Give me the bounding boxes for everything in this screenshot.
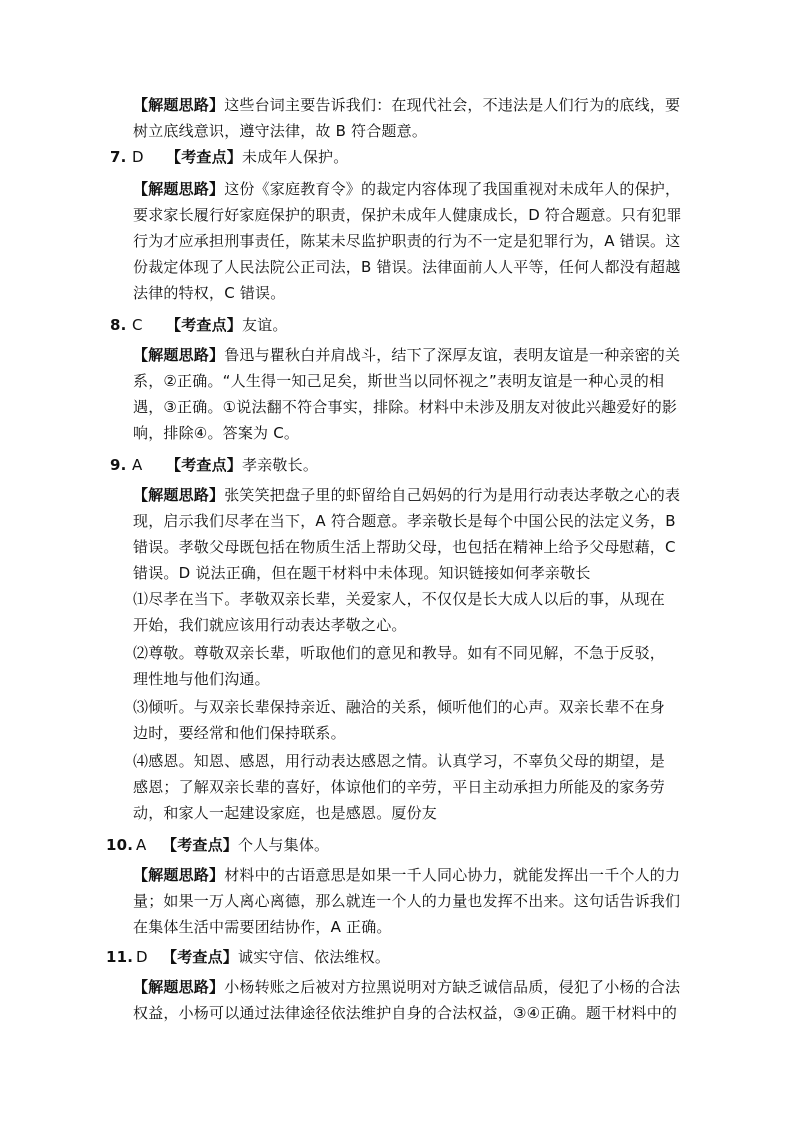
q7-point: 未成年人保护。 (242, 148, 349, 166)
q10-header (106, 832, 329, 858)
q9-point-1-line-2: 开始，我们就应该用行动表达孝敬之心。 (133, 616, 407, 634)
q7-thought-line-4: 份裁定体现了人民法院公正司法，B 错误。法律面前人人平等，任何人都没有超越 (133, 258, 681, 276)
q8-point: 友谊。 (242, 316, 288, 334)
q11-thought-line-1 (133, 974, 680, 1000)
q9-point-2-line-2: 理性地与他们沟通。 (133, 670, 270, 688)
q9-thought-line-2: 现，启示我们尽孝在当下，A 符合题意。孝亲敬长是每个中国公民的法定义务，B (133, 512, 676, 530)
q9-text: 张笑笑把盘子里的虾留给自己妈妈的行为是用行动表达孝敬之心的表 (224, 486, 681, 504)
q9-header (110, 452, 318, 478)
q9-point-4-line-1: ⑷感恩。知恩、感恩，用行动表达感恩之情。认真学习，不辜负父母的期望，是 (133, 752, 666, 770)
point-label: 【考查点】 (162, 836, 239, 854)
q8-number: 8. (110, 316, 127, 334)
q10-thought-line-2: 量；如果一万人离心离德，那么就连一个人的力量也发挥不出来。这句话告诉我们 (133, 892, 681, 910)
q7-thought-line-3: 行为才应承担刑事责任，陈某未尽监护职责的行为不一定是犯罪行为，A 错误。这 (133, 232, 681, 250)
q7-answer: D (132, 148, 144, 166)
q9-point: 孝亲敬长。 (242, 456, 319, 474)
q8-text: 鲁迅与瞿秋白并肩战斗，结下了深厚友谊，表明友谊是一种亲密的关 (224, 346, 681, 364)
thought-label: 【解题思路】 (133, 866, 225, 884)
q9-thought-line-4: 错误。D 说法正确，但在题干材料中未体现。知识链接如何孝亲敬长 (133, 564, 591, 582)
q7-text: 这份《家庭教育令》的裁定内容体现了我国重视对未成年人的保护， (224, 180, 681, 198)
point-label: 【考查点】 (166, 148, 243, 166)
q6-thought-line-1 (133, 92, 680, 118)
q10-point: 个人与集体。 (238, 836, 330, 854)
q8-thought-line-2: 系，②正确。“人生得一知己足矣，斯世当以同怀视之”表明友谊是一种心灵的相 (133, 372, 665, 390)
q8-answer: C (132, 316, 143, 334)
q9-point-1-line-1: ⑴尽孝在当下。孝敬双亲长辈，关爱家人，不仅仅是长大成人以后的事，从现在 (133, 590, 666, 608)
point-label: 【考查点】 (166, 316, 243, 334)
q11-point: 诚实守信、依法维权。 (238, 948, 391, 966)
q7-thought-line-5: 法律的特权，C 错误。 (133, 284, 286, 302)
q7-number: 7. (110, 148, 127, 166)
q7-thought-line-1 (133, 176, 680, 202)
q6-text: 这些台词主要告诉我们：在现代社会，不违法是人们行为的底线，要 (224, 96, 681, 114)
point-label: 【考查点】 (166, 456, 243, 474)
q11-text: 小杨转账之后被对方拉黑说明对方缺乏诚信品质，侵犯了小杨的合法 (224, 978, 681, 996)
q9-point-4-line-3: 动，和家人一起建设家庭，也是感恩。厦份友 (133, 804, 438, 822)
q10-answer: A (136, 836, 147, 854)
q10-text: 材料中的古语意思是如果一千人同心协力，就能发挥出一千个人的力 (224, 866, 681, 884)
q9-point-2-line-1: ⑵尊敬。尊敬双亲长辈，听取他们的意见和教导。如有不同见解，不急于反驳， (133, 644, 666, 662)
q8-thought-line-4: 响，排除④。答案为 C。 (133, 424, 300, 442)
q9-point-4-line-2: 感恩；了解双亲长辈的喜好，体谅他们的辛劳，平日主动承担力所能及的家务劳 (133, 778, 666, 796)
q11-number: 11. (106, 948, 134, 966)
q11-header (106, 944, 390, 970)
thought-label: 【解题思路】 (133, 486, 225, 504)
q10-thought-line-1 (133, 862, 680, 888)
q11-answer: D (136, 948, 148, 966)
q9-answer: A (132, 456, 143, 474)
thought-label: 【解题思路】 (133, 96, 225, 114)
thought-label: 【解题思路】 (133, 180, 225, 198)
point-label: 【考查点】 (162, 948, 239, 966)
q9-point-3-line-2: 边时，要经常和他们保持联系。 (133, 724, 346, 742)
q9-thought-line-1 (133, 482, 680, 508)
thought-label: 【解题思路】 (133, 978, 225, 996)
thought-label: 【解题思路】 (133, 346, 225, 364)
q8-header (110, 312, 288, 338)
q11-thought-line-2: 权益，小杨可以通过法律途径依法维护自身的合法权益，③④正确。题干材料中的 (133, 1004, 678, 1022)
q9-point-3-line-1: ⑶倾听。与双亲长辈保持亲近、融洽的关系，倾听他们的心声。双亲长辈不在身 (133, 698, 666, 716)
q10-number: 10. (106, 836, 134, 854)
q9-thought-line-3: 错误。孝敬父母既包括在物质生活上帮助父母，也包括在精神上给予父母慰藉，C (133, 538, 676, 556)
q6-thought-line-2: 树立底线意识，遵守法律，故 B 符合题意。 (133, 122, 428, 140)
q8-thought-line-3: 遇，③正确。①说法翻不符合事实，排除。材料中未涉及朋友对彼此兴趣爱好的影 (133, 398, 678, 416)
q9-number: 9. (110, 456, 127, 474)
q8-thought-line-1 (133, 342, 680, 368)
q7-header (110, 144, 348, 170)
q7-thought-line-2: 要求家长履行好家庭保护的职责，保护未成年人健康成长，D 符合题意。只有犯罪 (133, 206, 682, 224)
q10-thought-line-3: 在集体生活中需要团结协作，A 正确。 (133, 918, 392, 936)
